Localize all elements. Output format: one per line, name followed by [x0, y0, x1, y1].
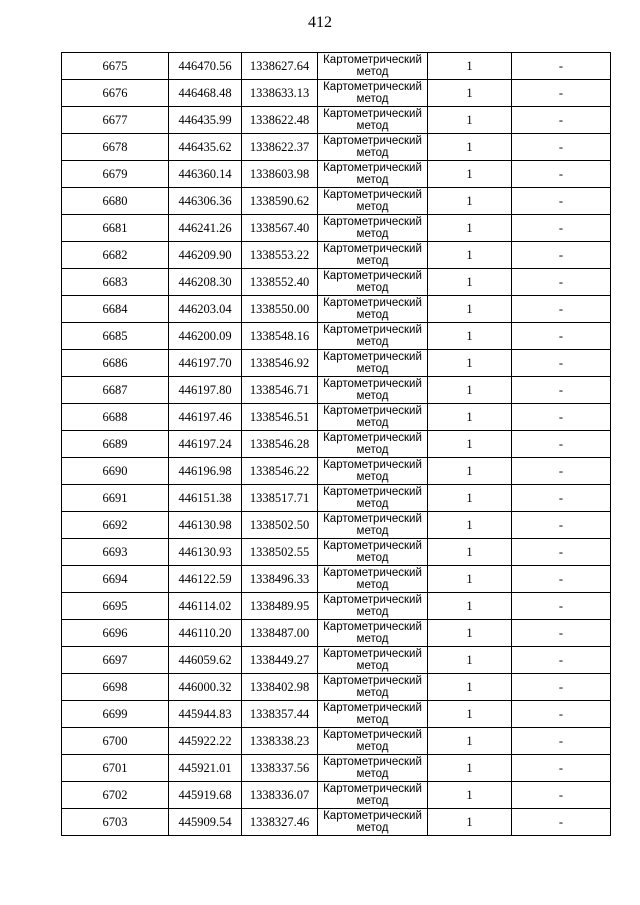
method-cell [318, 215, 428, 242]
note-cell: - [512, 674, 611, 701]
table-row [62, 674, 611, 701]
method-text: Картометрический метод [323, 621, 422, 645]
x-coordinate-cell: 446197.46 [169, 404, 242, 431]
method-text: Картометрический метод [323, 540, 422, 564]
point-number-cell: 6697 [62, 647, 169, 674]
note-cell: - [512, 593, 611, 620]
method-cell [318, 593, 428, 620]
method-text: Картометрический метод [323, 189, 422, 213]
x-coordinate-cell: 445909.54 [169, 809, 242, 836]
method-text: Картометрический метод [323, 459, 422, 483]
accuracy-cell: 1 [428, 431, 512, 458]
table-row [62, 809, 611, 836]
note-cell: - [512, 647, 611, 674]
note-cell: - [512, 269, 611, 296]
accuracy-cell: 1 [428, 107, 512, 134]
table-row [62, 782, 611, 809]
table-row [62, 539, 611, 566]
table-row [62, 296, 611, 323]
table-row [62, 53, 611, 80]
point-number-cell: 6675 [62, 53, 169, 80]
y-coordinate-cell: 1338552.40 [242, 269, 318, 296]
y-coordinate-cell: 1338338.23 [242, 728, 318, 755]
note-cell: - [512, 431, 611, 458]
table-row [62, 485, 611, 512]
y-coordinate-cell: 1338336.07 [242, 782, 318, 809]
x-coordinate-cell: 445944.83 [169, 701, 242, 728]
accuracy-cell: 1 [428, 647, 512, 674]
note-cell: - [512, 53, 611, 80]
y-coordinate-cell: 1338489.95 [242, 593, 318, 620]
method-cell [318, 458, 428, 485]
table-row [62, 323, 611, 350]
y-coordinate-cell: 1338546.51 [242, 404, 318, 431]
note-cell: - [512, 728, 611, 755]
note-cell: - [512, 809, 611, 836]
method-text: Картометрический метод [323, 162, 422, 186]
point-number-cell: 6694 [62, 566, 169, 593]
x-coordinate-cell: 446200.09 [169, 323, 242, 350]
table-row [62, 269, 611, 296]
note-cell: - [512, 512, 611, 539]
x-coordinate-cell: 446203.04 [169, 296, 242, 323]
point-number-cell: 6677 [62, 107, 169, 134]
method-text: Картометрический метод [323, 108, 422, 132]
method-cell [318, 107, 428, 134]
x-coordinate-cell: 446197.70 [169, 350, 242, 377]
accuracy-cell: 1 [428, 809, 512, 836]
y-coordinate-cell: 1338517.71 [242, 485, 318, 512]
note-cell: - [512, 188, 611, 215]
x-coordinate-cell: 446435.99 [169, 107, 242, 134]
method-cell [318, 539, 428, 566]
method-text: Картометрический метод [323, 297, 422, 321]
method-cell [318, 701, 428, 728]
point-number-cell: 6702 [62, 782, 169, 809]
x-coordinate-cell: 446435.62 [169, 134, 242, 161]
y-coordinate-cell: 1338327.46 [242, 809, 318, 836]
note-cell: - [512, 215, 611, 242]
note-cell: - [512, 242, 611, 269]
accuracy-cell: 1 [428, 215, 512, 242]
table-row [62, 80, 611, 107]
y-coordinate-cell: 1338603.98 [242, 161, 318, 188]
y-coordinate-cell: 1338357.44 [242, 701, 318, 728]
x-coordinate-cell: 446059.62 [169, 647, 242, 674]
note-cell: - [512, 782, 611, 809]
method-text: Картометрический метод [323, 243, 422, 267]
table-row [62, 512, 611, 539]
y-coordinate-cell: 1338502.50 [242, 512, 318, 539]
note-cell: - [512, 350, 611, 377]
table-row [62, 350, 611, 377]
method-cell [318, 323, 428, 350]
y-coordinate-cell: 1338496.33 [242, 566, 318, 593]
y-coordinate-cell: 1338633.13 [242, 80, 318, 107]
method-text: Картометрический метод [323, 756, 422, 780]
note-cell: - [512, 107, 611, 134]
y-coordinate-cell: 1338550.00 [242, 296, 318, 323]
method-text: Картометрический метод [323, 783, 422, 807]
method-text: Картометрический метод [323, 351, 422, 375]
note-cell: - [512, 485, 611, 512]
x-coordinate-cell: 446360.14 [169, 161, 242, 188]
point-number-cell: 6703 [62, 809, 169, 836]
accuracy-cell: 1 [428, 674, 512, 701]
method-cell [318, 80, 428, 107]
note-cell: - [512, 323, 611, 350]
accuracy-cell: 1 [428, 701, 512, 728]
x-coordinate-cell: 446110.20 [169, 620, 242, 647]
point-number-cell: 6701 [62, 755, 169, 782]
y-coordinate-cell: 1338567.40 [242, 215, 318, 242]
note-cell: - [512, 620, 611, 647]
accuracy-cell: 1 [428, 458, 512, 485]
point-number-cell: 6696 [62, 620, 169, 647]
method-text: Картометрический метод [323, 432, 422, 456]
method-cell [318, 566, 428, 593]
accuracy-cell: 1 [428, 755, 512, 782]
y-coordinate-cell: 1338546.71 [242, 377, 318, 404]
point-number-cell: 6693 [62, 539, 169, 566]
x-coordinate-cell: 446470.56 [169, 53, 242, 80]
accuracy-cell: 1 [428, 782, 512, 809]
method-cell [318, 782, 428, 809]
accuracy-cell: 1 [428, 296, 512, 323]
method-cell [318, 755, 428, 782]
point-number-cell: 6680 [62, 188, 169, 215]
point-number-cell: 6688 [62, 404, 169, 431]
table-row [62, 458, 611, 485]
point-number-cell: 6676 [62, 80, 169, 107]
point-number-cell: 6684 [62, 296, 169, 323]
note-cell: - [512, 755, 611, 782]
y-coordinate-cell: 1338622.48 [242, 107, 318, 134]
y-coordinate-cell: 1338546.22 [242, 458, 318, 485]
method-cell [318, 296, 428, 323]
note-cell: - [512, 458, 611, 485]
y-coordinate-cell: 1338502.55 [242, 539, 318, 566]
method-text: Картометрический метод [323, 135, 422, 159]
point-number-cell: 6692 [62, 512, 169, 539]
y-coordinate-cell: 1338402.98 [242, 674, 318, 701]
x-coordinate-cell: 446130.93 [169, 539, 242, 566]
table-row [62, 404, 611, 431]
y-coordinate-cell: 1338627.64 [242, 53, 318, 80]
point-number-cell: 6687 [62, 377, 169, 404]
y-coordinate-cell: 1338546.28 [242, 431, 318, 458]
method-text: Картометрический метод [323, 270, 422, 294]
note-cell: - [512, 566, 611, 593]
x-coordinate-cell: 445919.68 [169, 782, 242, 809]
y-coordinate-cell: 1338487.00 [242, 620, 318, 647]
x-coordinate-cell: 446196.98 [169, 458, 242, 485]
y-coordinate-cell: 1338337.56 [242, 755, 318, 782]
point-number-cell: 6695 [62, 593, 169, 620]
method-cell [318, 485, 428, 512]
method-text: Картометрический метод [323, 81, 422, 105]
accuracy-cell: 1 [428, 323, 512, 350]
table-row [62, 377, 611, 404]
method-cell [318, 647, 428, 674]
method-text: Картометрический метод [323, 513, 422, 537]
note-cell: - [512, 296, 611, 323]
point-number-cell: 6678 [62, 134, 169, 161]
y-coordinate-cell: 1338622.37 [242, 134, 318, 161]
table-row [62, 566, 611, 593]
x-coordinate-cell: 446197.80 [169, 377, 242, 404]
table-row [62, 215, 611, 242]
y-coordinate-cell: 1338553.22 [242, 242, 318, 269]
point-number-cell: 6699 [62, 701, 169, 728]
table-row [62, 134, 611, 161]
method-cell [318, 269, 428, 296]
note-cell: - [512, 80, 611, 107]
x-coordinate-cell: 446122.59 [169, 566, 242, 593]
table-body [62, 53, 611, 836]
accuracy-cell: 1 [428, 80, 512, 107]
method-text: Картометрический метод [323, 648, 422, 672]
x-coordinate-cell: 446241.26 [169, 215, 242, 242]
table-row [62, 647, 611, 674]
method-text: Картометрический метод [323, 216, 422, 240]
method-cell [318, 404, 428, 431]
x-coordinate-cell: 446151.38 [169, 485, 242, 512]
x-coordinate-cell: 446000.32 [169, 674, 242, 701]
accuracy-cell: 1 [428, 134, 512, 161]
point-number-cell: 6681 [62, 215, 169, 242]
x-coordinate-cell: 446130.98 [169, 512, 242, 539]
method-text: Картометрический метод [323, 810, 422, 834]
accuracy-cell: 1 [428, 377, 512, 404]
method-text: Картометрический метод [323, 54, 422, 78]
page-number: 412 [308, 14, 332, 31]
x-coordinate-cell: 446197.24 [169, 431, 242, 458]
note-cell: - [512, 161, 611, 188]
accuracy-cell: 1 [428, 728, 512, 755]
accuracy-cell: 1 [428, 269, 512, 296]
accuracy-cell: 1 [428, 242, 512, 269]
accuracy-cell: 1 [428, 593, 512, 620]
method-text: Картометрический метод [323, 324, 422, 348]
method-cell [318, 134, 428, 161]
method-text: Картометрический метод [323, 378, 422, 402]
method-cell [318, 350, 428, 377]
accuracy-cell: 1 [428, 485, 512, 512]
y-coordinate-cell: 1338548.16 [242, 323, 318, 350]
point-number-cell: 6700 [62, 728, 169, 755]
table-row [62, 620, 611, 647]
coordinates-table [61, 52, 611, 836]
table-row [62, 701, 611, 728]
x-coordinate-cell: 445921.01 [169, 755, 242, 782]
note-cell: - [512, 539, 611, 566]
accuracy-cell: 1 [428, 350, 512, 377]
accuracy-cell: 1 [428, 539, 512, 566]
point-number-cell: 6698 [62, 674, 169, 701]
point-number-cell: 6690 [62, 458, 169, 485]
accuracy-cell: 1 [428, 188, 512, 215]
method-text: Картометрический метод [323, 567, 422, 591]
point-number-cell: 6683 [62, 269, 169, 296]
table-row [62, 593, 611, 620]
note-cell: - [512, 377, 611, 404]
accuracy-cell: 1 [428, 53, 512, 80]
x-coordinate-cell: 446114.02 [169, 593, 242, 620]
accuracy-cell: 1 [428, 566, 512, 593]
table-row [62, 431, 611, 458]
note-cell: - [512, 404, 611, 431]
method-cell [318, 188, 428, 215]
method-text: Картометрический метод [323, 405, 422, 429]
point-number-cell: 6689 [62, 431, 169, 458]
method-cell [318, 161, 428, 188]
x-coordinate-cell: 446209.90 [169, 242, 242, 269]
method-text: Картометрический метод [323, 594, 422, 618]
y-coordinate-cell: 1338590.62 [242, 188, 318, 215]
accuracy-cell: 1 [428, 512, 512, 539]
method-cell [318, 620, 428, 647]
point-number-cell: 6679 [62, 161, 169, 188]
method-cell [318, 674, 428, 701]
table-row [62, 242, 611, 269]
table-row [62, 188, 611, 215]
x-coordinate-cell: 446468.48 [169, 80, 242, 107]
method-text: Картометрический метод [323, 486, 422, 510]
note-cell: - [512, 701, 611, 728]
y-coordinate-cell: 1338449.27 [242, 647, 318, 674]
method-cell [318, 728, 428, 755]
point-number-cell: 6686 [62, 350, 169, 377]
x-coordinate-cell: 446306.36 [169, 188, 242, 215]
method-cell [318, 242, 428, 269]
method-text: Картометрический метод [323, 675, 422, 699]
accuracy-cell: 1 [428, 161, 512, 188]
point-number-cell: 6682 [62, 242, 169, 269]
point-number-cell: 6691 [62, 485, 169, 512]
method-text: Картометрический метод [323, 729, 422, 753]
accuracy-cell: 1 [428, 404, 512, 431]
table-row [62, 755, 611, 782]
point-number-cell: 6685 [62, 323, 169, 350]
accuracy-cell: 1 [428, 620, 512, 647]
x-coordinate-cell: 446208.30 [169, 269, 242, 296]
x-coordinate-cell: 445922.22 [169, 728, 242, 755]
method-cell [318, 809, 428, 836]
table-row [62, 161, 611, 188]
y-coordinate-cell: 1338546.92 [242, 350, 318, 377]
method-cell [318, 431, 428, 458]
table-row [62, 107, 611, 134]
method-cell [318, 53, 428, 80]
method-text: Картометрический метод [323, 702, 422, 726]
method-cell [318, 512, 428, 539]
table-row [62, 728, 611, 755]
method-cell [318, 377, 428, 404]
note-cell: - [512, 134, 611, 161]
